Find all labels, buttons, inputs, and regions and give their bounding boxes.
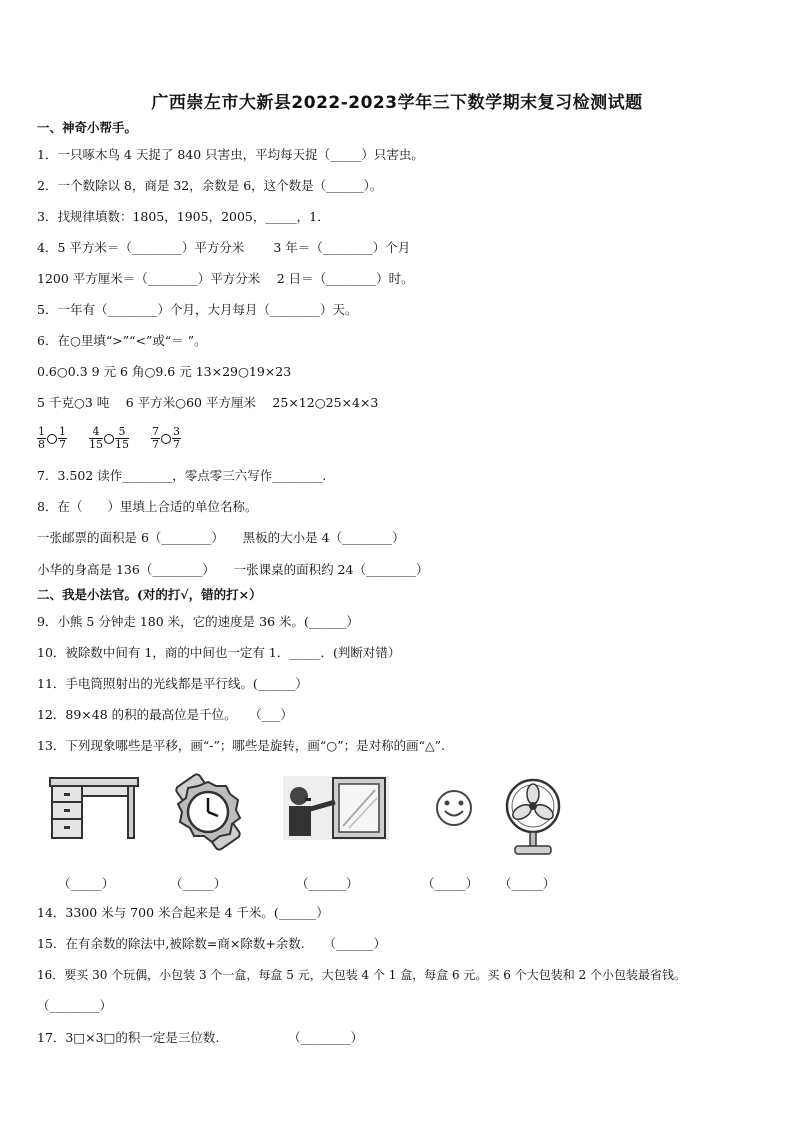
question-1: 1．一只啄木鸟 4 天捉了 840 只害虫，平均每天捉（_____）只害虫。 — [37, 147, 424, 162]
question-5: 5．一年有（________）个月，大月每月（________）天。 — [37, 302, 358, 317]
question-12: 12．89×48 的积的最高位是千位。 （___） — [37, 707, 293, 722]
smiley-icon — [434, 788, 474, 828]
question-6-row-b: 5 千克○3 吨 6 平方米○60 平方厘米 25×12○25×4×3 — [37, 395, 379, 410]
question-6: 6．在○里填“>”“<”或“＝ ”。 — [37, 333, 207, 348]
question-4b: 1200 平方厘米＝（________）平方分米 2 日＝（________）时。 — [37, 271, 414, 286]
answer-paren-smiley: （_____） — [422, 876, 479, 891]
answer-paren-desk: （_____） — [58, 876, 115, 891]
question-3: 3．找规律填数：1805，1905，2005，_____，1． — [37, 209, 330, 224]
question-10: 10．被除数中间有 1，商的中间也一定有 1．_____．(判断对错） — [37, 645, 401, 660]
fraction: $\frac{7}{7}$ — [151, 425, 159, 451]
fraction-compare-2 — [89, 426, 129, 451]
question-11: 11．手电筒照射出的光线都是平行线。(______） — [37, 676, 308, 691]
fan-icon — [503, 776, 563, 858]
question-4a: 4．5 平方米＝（________）平方分米 3 年＝（________）个月 — [37, 240, 411, 255]
answer-paren-fan: （_____） — [499, 876, 556, 891]
fraction: $\frac{4}{15}$ — [88, 425, 103, 451]
question-6-fractions — [37, 423, 199, 451]
question-2: 2．一个数除以 8，商是 32，余数是 6，这个数是（______）。 — [37, 178, 383, 193]
section-1-heading: 一、神奇小帮手。 — [37, 120, 138, 135]
compare-circle — [161, 434, 171, 444]
compare-circle — [104, 434, 114, 444]
desk-icon — [48, 775, 140, 841]
fraction-compare-3 — [151, 426, 181, 451]
answer-paren-door: （______） — [296, 876, 359, 891]
fraction: $\frac{5}{15}$ — [114, 425, 129, 451]
question-13: 13．下列现象哪些是平移，画“-”；哪些是旋转，画“○”；是对称的画“△”. — [37, 738, 445, 753]
question-8b: 小华的身高是 136（________） 一张课桌的面积约 24（________） — [37, 562, 429, 577]
question-16: 16．要买 30 个玩偶，小包装 3 个一盒，每盒 5 元，大包装 4 个 1 盒，每盒 6 元。买 6 个大包装和 2 个小包装最省钱。 — [37, 968, 687, 982]
compare-circle — [47, 434, 57, 444]
question-7: 7．3.502 读作________，零点零三六写作________. — [37, 468, 327, 483]
question-8a: 一张邮票的面积是 6（________） 黑板的大小是 4（________） — [37, 530, 405, 545]
question-17: 17．3□×3□的积一定是三位数. （________） — [37, 1030, 364, 1045]
door-person-icon — [283, 776, 389, 840]
page-title: 广西崇左市大新县2022-2023学年三下数学期末复习检测试题 — [151, 93, 643, 113]
watch-icon — [166, 772, 250, 852]
question-9: 9．小熊 5 分钟走 180 米，它的速度是 36 米。(______） — [37, 614, 359, 629]
fraction: $\frac{1}{7}$ — [59, 425, 66, 451]
question-8: 8．在（ ）里填上合适的单位名称。 — [37, 499, 258, 514]
answer-paren-watch: （_____） — [170, 876, 227, 891]
question-6-row-a: 0.6○0.3 9 元 6 角○9.6 元 13×29○19×23 — [37, 364, 292, 379]
fraction: $\frac{1}{8}$ — [38, 425, 45, 451]
fraction: $\frac{3}{7}$ — [172, 425, 180, 451]
question-15: 15．在有余数的除法中,被除数=商×除数+余数. （______） — [37, 936, 387, 951]
question-14: 14．3300 米与 700 米合起来是 4 千米。(______） — [37, 905, 329, 920]
fraction-compare-1 — [37, 426, 67, 451]
section-2-heading: 二、我是小法官。(对的打√，错的打×） — [37, 587, 262, 602]
question-16-answer: （________） — [37, 998, 113, 1013]
